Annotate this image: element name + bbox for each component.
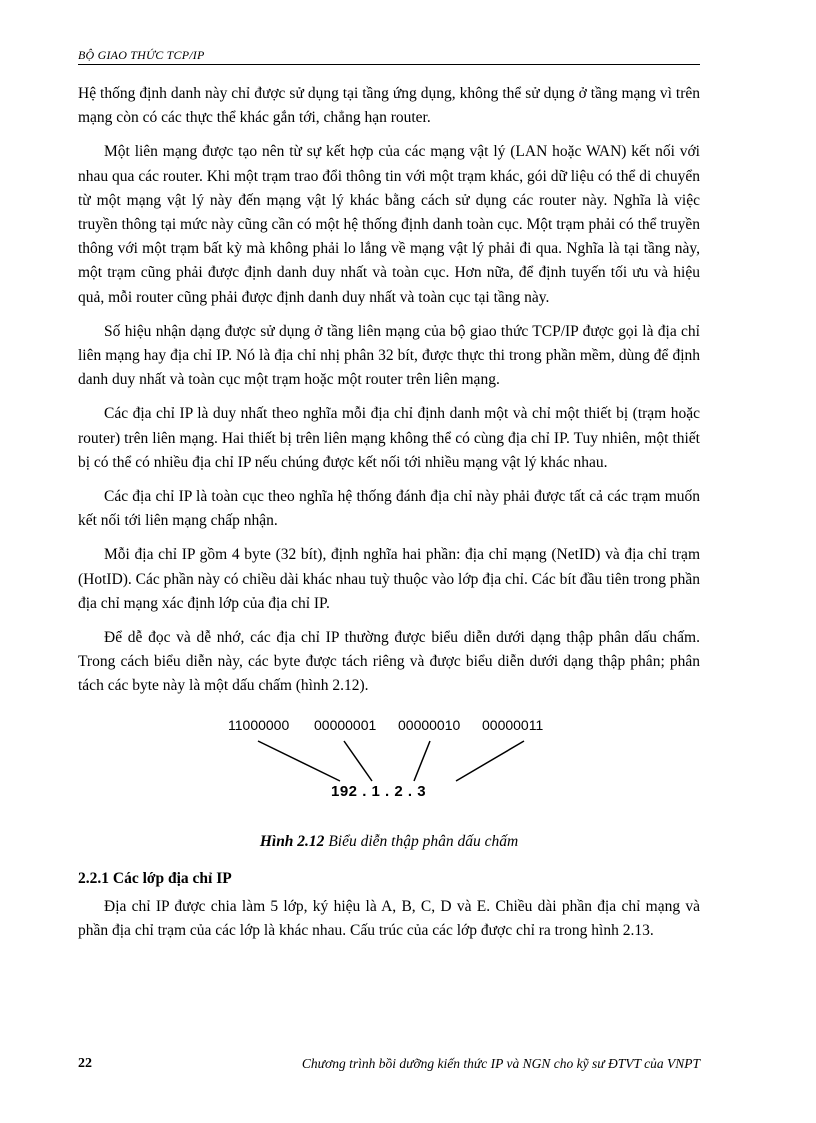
caption-text: Biểu diễn thập phân dấu chấm (324, 832, 519, 850)
paragraph-5: Các địa chỉ IP là toàn cục theo nghĩa hệ thống đánh địa chỉ này phải được tất cả các trạm muốn kết nối tới liên mạng chấp nhận. (78, 488, 700, 530)
figure-caption (78, 833, 700, 851)
connector-line-1 (258, 741, 340, 781)
connector-lines (78, 709, 700, 831)
decimal-address: 192 . 1 . 2 . 3 (331, 782, 427, 800)
binary-byte-4: 00000011 (482, 716, 544, 733)
connector-line-2 (344, 741, 372, 781)
binary-byte-1: 11000000 (228, 716, 290, 733)
paragraph-6: Mỗi địa chỉ IP gồm 4 byte (32 bít), định nghĩa hai phần: địa chỉ mạng (NetID) và địa chỉ trạm (HotID). Các phần này có chiều dài khác nhau tuỳ thuộc vào lớp địa chỉ. Các bít đầu tiên trong phần địa chỉ mạng xác định lớp của địa chỉ IP. (78, 546, 700, 612)
page (78, 0, 700, 1123)
section-heading: 2.2.1 Các lớp địa chỉ IP (78, 869, 232, 887)
binary-byte-2: 00000001 (314, 716, 377, 733)
caption-number: Hình 2.12 (259, 832, 325, 850)
footer-text: Chương trình bồi dưỡng kiến thức IP và NGN cho kỹ sư ĐTVT của VNPT (301, 1056, 700, 1071)
paragraph-4: Các địa chỉ IP là duy nhất theo nghĩa mỗi địa chỉ định danh một và chỉ một thiết bị (trạm hoặc router) trên liên mạng. Hai thiết bị trên liên mạng không thể có cùng địa chỉ IP. Tuy nhiên, một thiết bị có thể có nhiều địa chỉ IP nếu chúng được kết nối tới nhiều mạng vật lý khác nhau. (78, 405, 700, 471)
binary-byte-3: 00000010 (398, 716, 461, 733)
paragraph-1: Hệ thống định danh này chỉ được sử dụng tại tầng ứng dụng, không thể sử dụng ở tầng mạng vì trên mạng còn có các thực thể khác gắn tới, chẳng hạn router. (78, 85, 700, 127)
section-paragraph: Địa chỉ IP được chia làm 5 lớp, ký hiệu là A, B, C, D và E. Chiều dài phần địa chỉ mạng và phần địa chỉ trạm của các lớp là khác nhau. Cấu trúc của các lớp được chỉ ra trong hình 2.13. (78, 897, 700, 939)
header-rule (78, 64, 700, 65)
running-header: BỘ GIAO THỨC TCP/IP (78, 48, 205, 62)
paragraph-2: Một liên mạng được tạo nên từ sự kết hợp của các mạng vật lý (LAN hoặc WAN) kết nối với nhau qua các router. Khi một trạm trao đổi thông tin với một trạm khác, gói dữ liệu có thể di chuyển từ một mạng vật lý này đến mạng vật lý khác bằng cách sử dụng các router này. Nghĩa là việc truyền thông tại mức này cũng cần có một hệ thống định danh toàn cục. Một trạm phải có thể truyền thông với một trạm bất kỳ mà không phải lo lắng về mạng vật lý phải đi qua. Nghĩa là tại tầng này, một trạm cũng phải được định danh duy nhất và toàn cục. Hơn nữa, để định tuyến tối ưu và hiệu quả, mỗi router cũng phải được định danh duy nhất và toàn cục tại tầng này. (78, 143, 700, 306)
paragraph-3: Số hiệu nhận dạng được sử dụng ở tầng liên mạng của bộ giao thức TCP/IP được gọi là địa chỉ liên mạng hay địa chỉ IP. Nó là địa chỉ nhị phân 32 bít, được thực thi trong phần mềm, dùng để định danh duy nhất và toàn cục một trạm hoặc một router trên liên mạng. (78, 322, 700, 389)
connector-line-4 (456, 741, 524, 781)
connector-line-3 (414, 741, 430, 781)
body-text (78, 82, 700, 953)
paragraph-7: Để dễ đọc và dễ nhớ, các địa chỉ IP thường được biểu diễn dưới dạng thập phân dấu chấm. Trong cách biểu diễn này, các byte được tách riêng và được biểu diễn dưới dạng thập phân; phân tách các byte này là một dấu chấm (hình 2.12). (78, 629, 700, 695)
dotted-decimal-figure (78, 709, 700, 831)
page-number: 22 (78, 1056, 92, 1071)
